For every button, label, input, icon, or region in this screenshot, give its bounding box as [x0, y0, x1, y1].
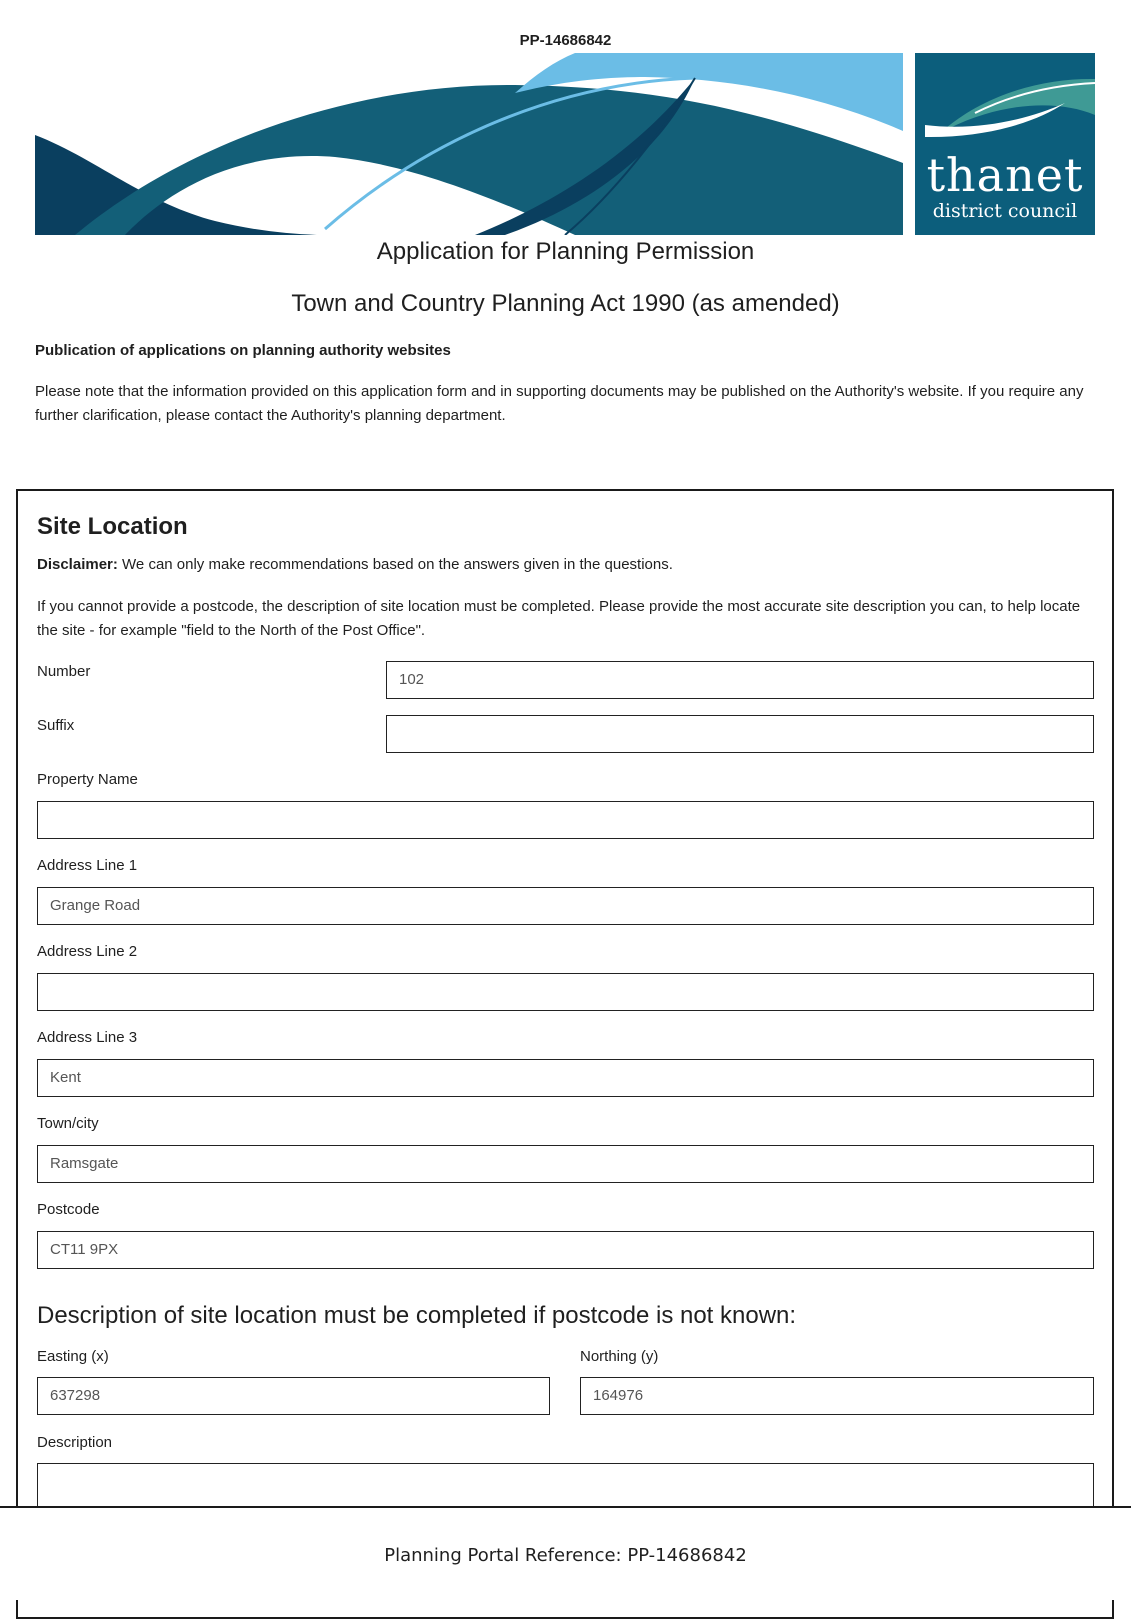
publication-text: Please note that the information provided on this application form and in supporting documents may be published on the Authority's website. If you require any further clarification, please contact the Authority's planning department.: [35, 383, 1084, 424]
section-title: Site Location: [37, 513, 188, 540]
description-heading: Description of site location must be completed if postcode is not known:: [37, 1302, 797, 1329]
thanet-logo: [915, 53, 1095, 235]
northing-label: Northing (y): [580, 1348, 659, 1365]
reference-number: PP-14686842: [519, 32, 612, 49]
easting-label: Easting (x): [37, 1348, 109, 1365]
suffix-field[interactable]: [386, 715, 1094, 753]
property-name-field[interactable]: [37, 801, 1094, 839]
address-line-2-label: Address Line 2: [37, 943, 138, 960]
disclaimer-text: We can only make recommendations based on the answers given in the questions.: [117, 556, 673, 573]
banner-graphic: [35, 53, 903, 235]
address-line-1-label: Address Line 1: [37, 857, 138, 874]
publication-heading: Publication of applications on planning authority websites: [35, 342, 451, 359]
property-name-label: Property Name: [37, 771, 138, 788]
address-line-3-label: Address Line 3: [37, 1029, 138, 1046]
footer-reference: Planning Portal Reference: PP-14686842: [384, 1545, 747, 1566]
easting-field[interactable]: 637298: [37, 1377, 550, 1415]
site-location-panel: [16, 489, 1114, 1619]
page-title: Application for Planning Permission: [376, 238, 755, 265]
footer-divider: [0, 1506, 1131, 1508]
town-field[interactable]: Ramsgate: [37, 1145, 1094, 1183]
disclaimer: [37, 556, 673, 573]
logo-title: thanet: [926, 148, 1084, 202]
number-label: Number: [37, 663, 91, 680]
postcode-field[interactable]: CT11 9PX: [37, 1231, 1094, 1269]
number-field[interactable]: 102: [386, 661, 1094, 699]
northing-field[interactable]: 164976: [580, 1377, 1094, 1415]
postcode-label: Postcode: [37, 1201, 100, 1218]
description-label: Description: [37, 1434, 113, 1451]
address-line-3-field[interactable]: Kent: [37, 1059, 1094, 1097]
postcode-info: If you cannot provide a postcode, the description of site location must be completed. Please provide the most accurate site description you can, to help locate the site - for example "field to the North of the Post Office".: [37, 598, 1081, 639]
town-label: Town/city: [37, 1115, 99, 1132]
suffix-label: Suffix: [37, 717, 75, 734]
disclaimer-label: Disclaimer:: [37, 556, 118, 573]
logo-subtitle: district council: [932, 200, 1078, 222]
address-line-2-field[interactable]: [37, 973, 1094, 1011]
act-subtitle: Town and Country Planning Act 1990 (as amended): [291, 290, 840, 317]
address-line-1-field[interactable]: Grange Road: [37, 887, 1094, 925]
